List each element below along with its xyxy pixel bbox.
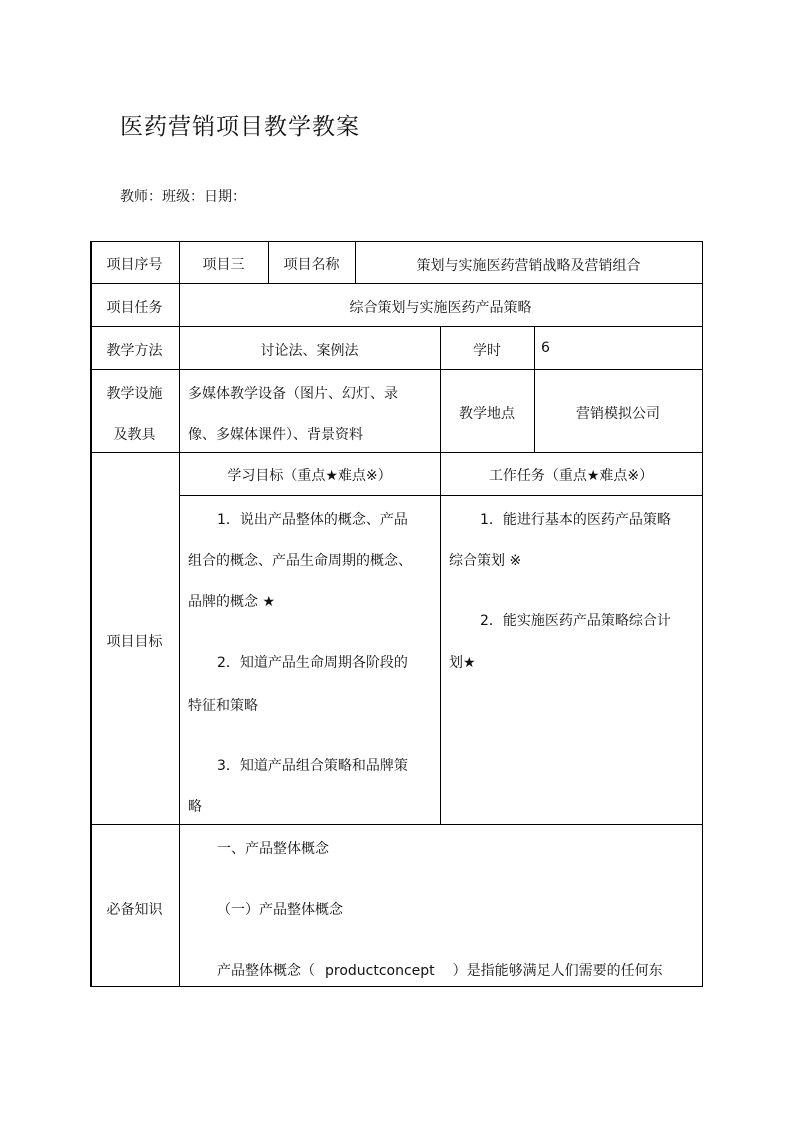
project-task-label: 项目任务 [106,300,163,316]
knowledge-heading: 一、产品整体概念 [217,841,329,857]
teaching-location-label: 教学地点 [459,406,515,422]
row-divider [90,452,703,453]
facilities-label-line1: 教学设施 [106,386,163,402]
knowledge-subheading: （一）产品整体概念 [217,902,343,918]
facilities-value-line2: 像、多媒体课件）、背景资料 [188,427,363,443]
knowledge-paragraph [217,960,663,980]
project-name-label: 项目名称 [283,257,340,273]
learning-goal-line: 组合的概念、产品生命周期的概念、 [188,553,412,569]
learning-goal-line: 1．说出产品整体的概念、产品 [217,512,408,528]
project-number-label: 项目序号 [106,257,163,273]
project-task-value: 综合策划与实施医药产品策略 [349,300,532,316]
teaching-method-value: 讨论法、案例法 [260,343,359,359]
knowledge-paragraph-part: 产品整体概念（ [217,963,315,979]
work-task-line: 综合策划 ※ [449,553,522,569]
project-number-value: 项目三 [202,257,245,273]
document-title: 医药营销项目教学教案 [120,114,360,140]
knowledge-paragraph-part: ）是指能够满足人们需要的任何东 [452,963,663,979]
table-border-right [702,241,703,987]
knowledge-paragraph-term: productconcept [325,963,435,979]
learning-goal-line: 2．知道产品生命周期各阶段的 [217,655,408,671]
table-border-bottom [90,986,703,987]
learning-goals-header: 学习目标（重点★难点※） [227,468,392,484]
row-divider [90,326,703,327]
lesson-plan-table [90,241,703,987]
learning-goal-line: 3．知道产品组合策略和品牌策 [217,758,408,774]
learning-goal-line: 略 [188,799,202,815]
work-task-line: 2．能实施医药产品策略综合计 [480,613,671,629]
row-divider [90,369,703,370]
work-task-line: 划★ [449,655,476,671]
row3-divider-a [440,326,441,824]
learning-goal-line: 特征和策略 [188,698,258,714]
table-border-top [90,241,703,242]
project-name-value: 策划与实施医药营销战略及营销组合 [416,258,641,274]
class-hours-label: 学时 [473,343,501,359]
facilities-label-line2: 及教具 [113,427,156,443]
project-goals-label: 项目目标 [106,634,163,650]
document-meta: 教师：班级：日期： [120,189,246,205]
facilities-value-line1: 多媒体教学设备（图片、幻灯、录 [188,386,398,402]
subheader-divider [180,495,703,496]
work-tasks-header: 工作任务（重点★难点※） [488,468,654,484]
class-hours-value: 6 [541,340,550,356]
teaching-method-label: 教学方法 [106,343,163,359]
row-divider [90,824,703,825]
learning-goal-line: 品牌的概念 ★ [188,594,276,610]
work-task-line: 1．能进行基本的医药产品策略 [480,512,671,528]
row-divider [90,283,703,284]
required-knowledge-label: 必备知识 [106,902,163,918]
teaching-location-value: 营销模拟公司 [576,406,660,422]
row3-divider-b [534,326,535,452]
